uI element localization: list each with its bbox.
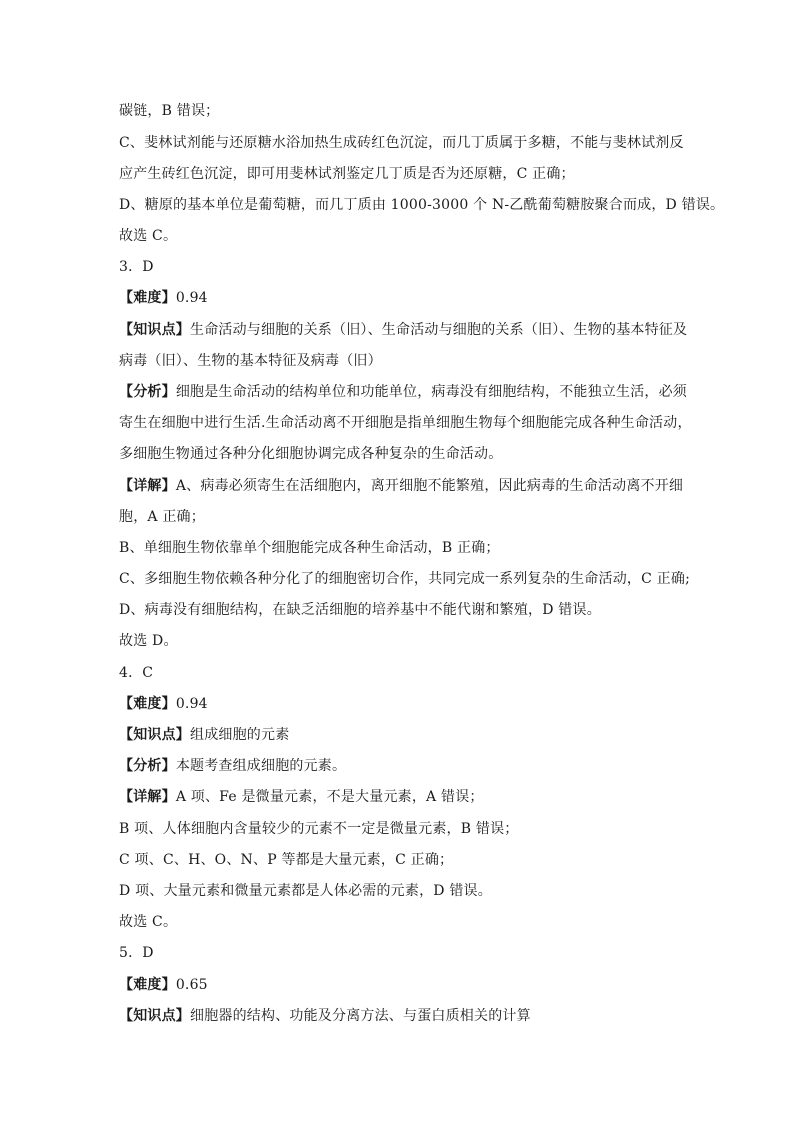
text-line: [119, 164, 689, 184]
text-line: [119, 195, 725, 215]
analysis-line: [119, 756, 689, 776]
line-text: 生命活动与细胞的关系（旧）、生命活动与细胞的关系（旧）、生物的基本特征及: [190, 322, 688, 338]
line-text: B、单细胞生物依靠单个细胞能完成各种生命活动，B 正确；: [119, 540, 500, 556]
section-tag: 【详解】: [119, 789, 176, 805]
line-text: D、病毒没有细胞结构，在缺乏活细胞的培养基中不能代谢和繁殖，D 错误。: [119, 602, 601, 618]
text-line: [119, 912, 689, 932]
line-text: A、病毒必须寄生在活细胞内，离开细胞不能繁殖，因此病毒的生命活动离不开细: [175, 478, 684, 494]
text-line: [119, 101, 689, 121]
difficulty-line: [119, 288, 689, 308]
line-text: 5．D: [119, 945, 154, 961]
text-line: [119, 413, 692, 433]
analysis-line: [119, 382, 689, 402]
section-tag: 【知识点】: [119, 322, 190, 338]
line-text: 组成细胞的元素: [190, 727, 290, 743]
text-line: [119, 819, 689, 839]
difficulty-line: [119, 975, 689, 995]
text-line: [119, 507, 689, 527]
section-tag: 【详解】: [119, 478, 176, 494]
text-line: [119, 133, 689, 153]
line-text: 故选 C。: [119, 914, 178, 930]
section-tag: 【知识点】: [119, 1008, 190, 1024]
section-tag: 【分析】: [119, 384, 176, 400]
line-text: 故选 C。: [119, 228, 178, 244]
section-tag: 【知识点】: [119, 727, 190, 743]
line-text: 0.65: [175, 977, 208, 993]
line-text: A 项、Fe 是微量元素，不是大量元素，A 错误；: [175, 789, 484, 805]
line-text: 本题考查组成细胞的元素。: [175, 758, 347, 774]
difficulty-line: [119, 694, 689, 714]
text-line: [119, 631, 689, 651]
line-text: 0.94: [175, 696, 208, 712]
text-line: [119, 538, 689, 558]
text-line: [119, 444, 689, 464]
line-text: 多细胞生物通过各种分化细胞协调完成各种复杂的生命活动。: [119, 446, 503, 462]
section-tag: 【难度】: [119, 290, 176, 306]
line-text: 3．D: [119, 259, 154, 275]
explanation-line: [119, 787, 689, 807]
line-text: 4．C: [119, 665, 154, 681]
line-text: C 项、C、H、O、N、P 等都是大量元素，C 正确；: [119, 852, 454, 868]
section-tag: 【分析】: [119, 758, 176, 774]
question-number: [119, 663, 689, 683]
line-text: 细胞器的结构、功能及分离方法、与蛋白质相关的计算: [190, 1008, 531, 1024]
question-number: [119, 257, 689, 277]
line-text: 病毒（旧）、生物的基本特征及病毒（旧）: [119, 353, 382, 369]
text-line: [119, 881, 689, 901]
line-text: D、糖原的基本单位是葡萄糖，而几丁质由 1000-3000 个 N-乙酰葡萄糖胺聚合而成，D 错误。: [119, 197, 725, 213]
text-line: [119, 850, 689, 870]
line-text: 应产生砖红色沉淀，即可用斐林试剂鉴定几丁质是否为还原糖，C 正确；: [119, 166, 575, 182]
line-text: D 项、大量元素和微量元素都是人体必需的元素，D 错误。: [119, 883, 492, 899]
section-tag: 【难度】: [119, 977, 176, 993]
knowledge-point-line: [119, 320, 689, 340]
text-line: [119, 600, 689, 620]
line-text: C、多细胞生物依赖各种分化了的细胞密切合作，共同完成一系列复杂的生命活动，C 正确;: [119, 571, 690, 587]
text-line: [119, 569, 689, 589]
knowledge-point-line: [119, 1006, 689, 1026]
text-line: [119, 226, 689, 246]
line-text: 碳链，B 错误；: [119, 103, 220, 119]
explanation-line: [119, 476, 689, 496]
line-text: B 项、人体细胞内含量较少的元素不一定是微量元素，B 错误；: [119, 821, 519, 837]
question-number: [119, 943, 689, 963]
text-line: [119, 351, 689, 371]
line-text: 0.94: [175, 290, 208, 306]
line-text: C、斐林试剂能与还原糖水浴加热生成砖红色沉淀，而几丁质属于多糖，不能与斐林试剂反: [119, 135, 684, 151]
line-text: 寄生在细胞中进行生活.生命活动离不开细胞是指单细胞生物每个细胞能完成各种生命活动，: [119, 415, 692, 431]
section-tag: 【难度】: [119, 696, 176, 712]
knowledge-point-line: [119, 725, 689, 745]
line-text: 故选 D。: [119, 633, 178, 649]
line-text: 胞，A 正确；: [119, 509, 205, 525]
line-text: 细胞是生命活动的结构单位和功能单位，病毒没有细胞结构，不能独立生活，必须: [175, 384, 688, 400]
